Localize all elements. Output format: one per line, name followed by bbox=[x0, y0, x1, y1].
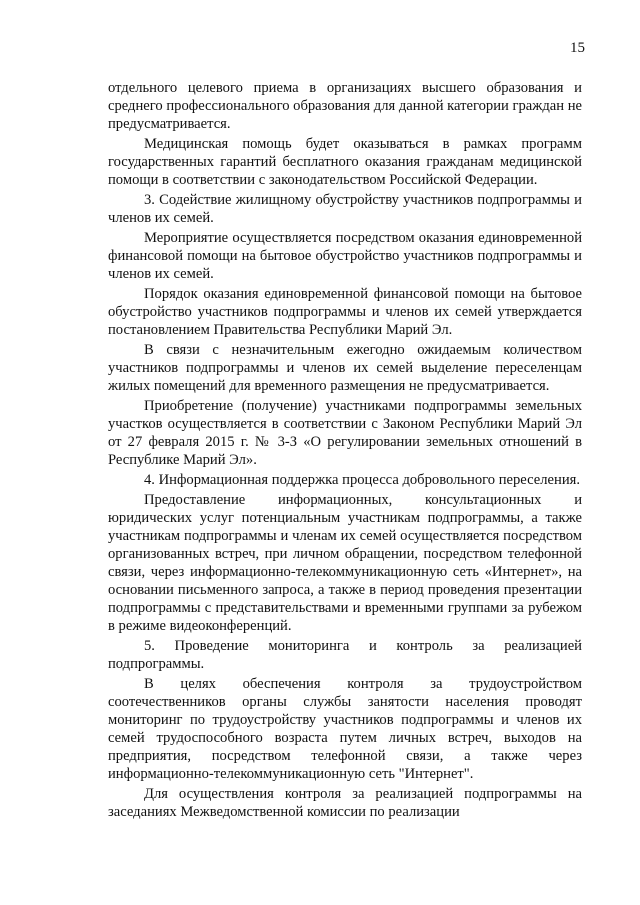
page-number: 15 bbox=[570, 40, 585, 56]
paragraph: Порядок оказания единовременной финансовой помощи на бытовое обустройство участников подпрограммы и членов их семей утверждается постановлением Правительства Республики Марий Эл. bbox=[108, 286, 582, 338]
paragraph: Для осуществления контроля за реализацией подпрограммы на заседаниях Межведомственной комиссии по реализации bbox=[108, 786, 582, 820]
section-heading: 5. Проведение мониторинга и контроль за реализацией подпрограммы. bbox=[108, 638, 582, 672]
paragraph: В связи с незначительным ежегодно ожидаемым количеством участников подпрограммы и членов их семей выделение переселенцам жилых помещений для временного размещения не предусматривается. bbox=[108, 342, 582, 394]
paragraph: Предоставление информационных, консультационных и юридических услуг потенциальным участникам подпрограммы, а также участникам подпрограммы и членам их семей осуществляется посредством организованных встреч, при личном обращении, посредством телефонной связи, через информационно-телекоммуникационную сеть «Интернет», на основании письменного запроса, а также в период проведения презентации подпрограммы с представительствами и временными группами за рубежом в режиме видеоконференций. bbox=[108, 492, 582, 634]
paragraph: отдельного целевого приема в организациях высшего образования и среднего профессионального образования для данной категории граждан не предусматривается. bbox=[108, 80, 582, 132]
paragraph: В целях обеспечения контроля за трудоустройством соотечественников органы службы занятости населения проводят мониторинг по трудоустройству участников подпрограммы и членов их семей трудоспособного возраста путем личных встреч, выходов на предприятия, посредством телефонной связи, а также через информационно-телекоммуникационную сеть "Интернет". bbox=[108, 676, 582, 782]
paragraph: Медицинская помощь будет оказываться в рамках программ государственных гарантий бесплатного оказания гражданам медицинской помощи в соответствии с законодательством Российской Федерации. bbox=[108, 136, 582, 188]
section-heading: 3. Содействие жилищному обустройству участников подпрограммы и членов их семей. bbox=[108, 192, 582, 226]
section-heading: 4. Информационная поддержка процесса добровольного переселения. bbox=[144, 472, 581, 488]
paragraph: Приобретение (получение) участниками подпрограммы земельных участков осуществляется в соответствии с Законом Республики Марий Эл от 27 февраля 2015 г. № 3-З «О регулировании земельных отношений в Республике Марий Эл». bbox=[108, 398, 582, 468]
document-body bbox=[108, 79, 582, 823]
paragraph: Мероприятие осуществляется посредством оказания единовременной финансовой помощи на бытовое обустройство участников подпрограммы и членов их семей. bbox=[108, 230, 582, 282]
